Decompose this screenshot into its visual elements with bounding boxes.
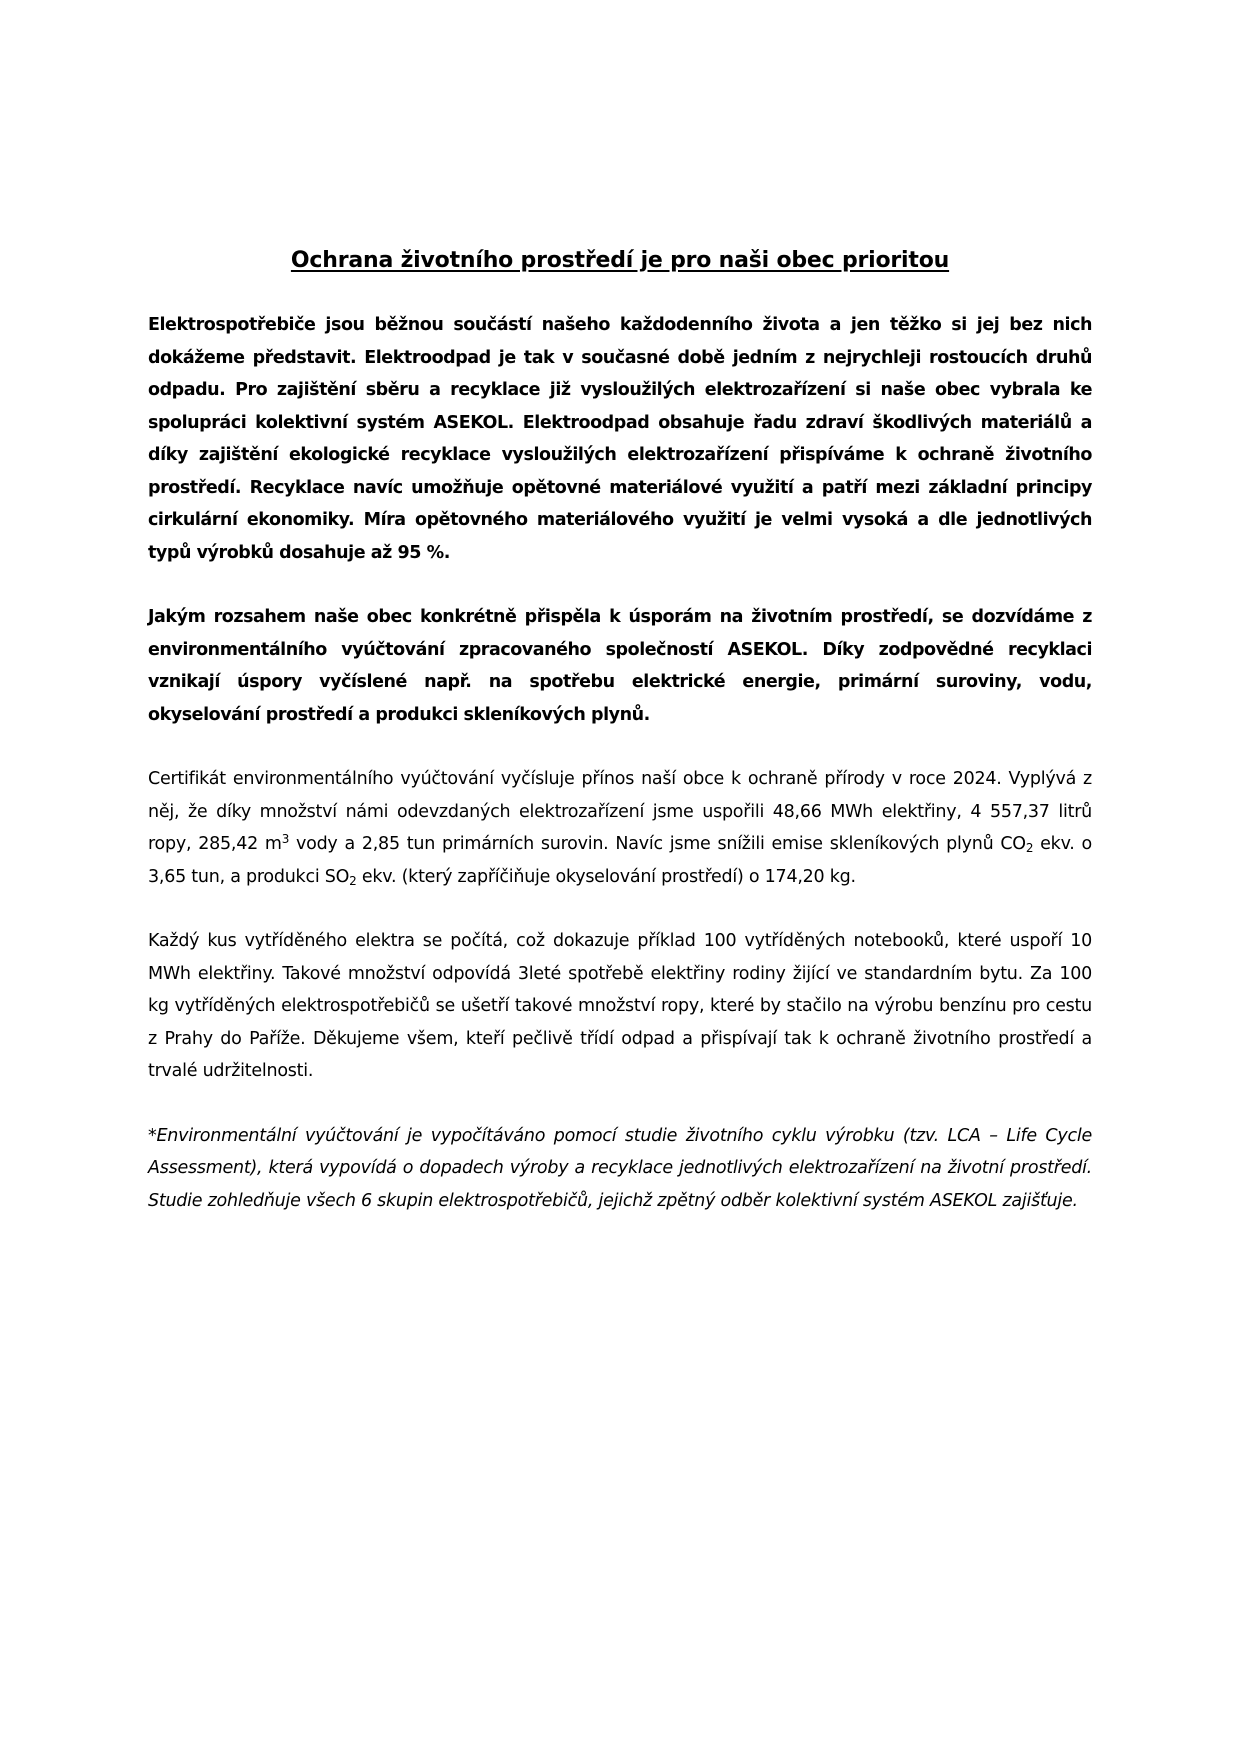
examples-paragraph: Každý kus vytříděného elektra se počítá, což dokazuje příklad 100 vytříděných notebooků, které uspoří 10 MWh elektřiny. Takové množství odpovídá 3leté spotřebě elektřiny rodiny žijící ve standardním bytu. Za 100 kg vytříděných elektrospotřebičů se ušetří takové množství ropy, které by stačilo na výrobu benzínu pro cestu z Prahy do Paříže. Děkujeme všem, kteří pečlivě třídí odpad a přispívají tak k ochraně životního prostředí a trvalé udržitelnosti. <box>148 931 1092 1081</box>
intro-paragraph: Elektrospotřebiče jsou běžnou součástí našeho každodenního života a jen těžko si jej bez nich dokážeme představit. Elektroodpad je tak v současné době jedním z nejrychleji rostoucích druhů odpadu. Pro zajištění sběru a recyklace již vysloužilých elektrozařízení si naše obec vybrala ke spolupráci kolektivní systém ASEKOL. Elektroodpad obsahuje řadu zdraví škodlivých materiálů a díky zajištění ekologické recyklace vysloužilých elektrozařízení přispíváme k ochraně životního prostředí. Recyklace navíc umožňuje opětovné materiálové využití a patří mezi základní principy cirkulární ekonomiky. Míra opětovného materiálového využití je velmi vysoká a dle jednotlivých typů výrobků dosahuje až 95 %. <box>148 315 1092 563</box>
subscript-so2: 2 <box>349 873 357 888</box>
savings-intro-paragraph: Jakým rozsahem naše obec konkrétně přispěla k úsporám na životním prostředí, se dozvídáme z environmentálního vyúčtování zpracovaného společností ASEKOL. Díky zodpovědné recyklaci vznikají úspory vyčíslené např. na spotřebu elektrické energie, primární suroviny, vodu, okyselování prostředí a produkci skleníkových plynů. <box>148 607 1092 725</box>
superscript-3: 3 <box>281 832 290 846</box>
certificate-text-2: vody a 2,85 tun primárních surovin. Navíc jsme snížili emise skleníkových plynů CO <box>289 834 1026 854</box>
page-title: Ochrana životního prostředí je pro naši obec prioritou <box>290 248 950 273</box>
certificate-text-1: Certifikát environmentálního vyúčtování vyčísluje přínos naší obce k ochraně přírody v roce 2024. Vyplývá z něj, že díky množství námi odevzdaných elektrozařízení jsme uspořili 48,66 MWh elektřiny, 4 557,37 litrů ropy, 285,42 m <box>148 769 1092 854</box>
certificate-paragraph <box>148 763 1092 893</box>
certificate-text-3: ekv. o 3,65 tun, a produkci SO <box>148 834 1093 887</box>
certificate-text-4: ekv. (který zapříčiňuje okyselování prostředí) o 174,20 kg. <box>356 866 856 887</box>
subscript-co2: 2 <box>1025 841 1034 855</box>
footnote-paragraph: *Environmentální vyúčtování je vypočítáváno pomocí studie životního cyklu výrobku (tzv. LCA – Life Cycle Assessment), která vypovídá o dopadech výroby a recyklace jednotlivých elektrozařízení na životní prostředí. Studie zohledňuje všech 6 skupin elektrospotřebičů, jejichž zpětný odběr kolektivní systém ASEKOL zajišťuje. <box>148 1125 1092 1211</box>
document-page <box>148 248 1092 1249</box>
